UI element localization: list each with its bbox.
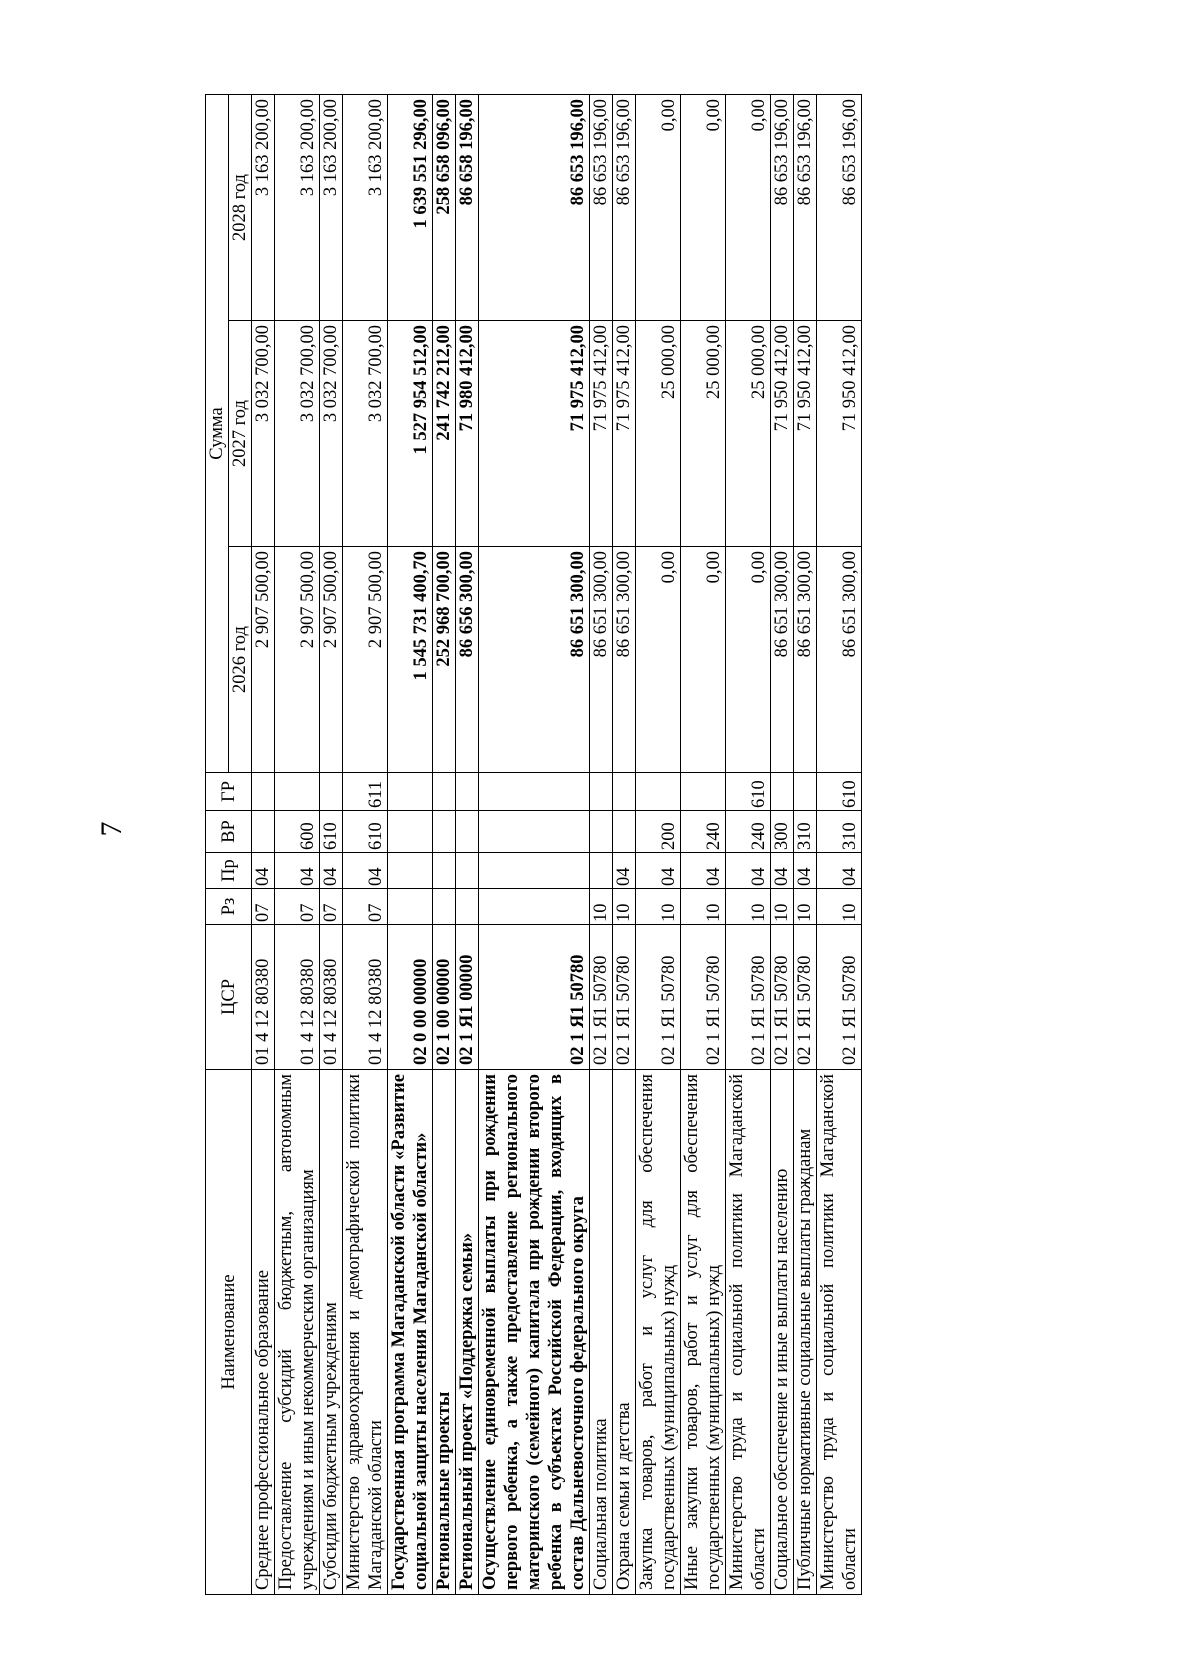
row-pr: 04: [726, 853, 771, 889]
row-name: Государственная программа Магаданской области «Развитие социальной защиты населения Магаданской области»: [388, 1070, 433, 1595]
header-rz: Рз: [206, 889, 252, 925]
row-csr: 01 4 12 80380: [343, 925, 388, 1070]
row-sum-2026: 86 651 300,00: [771, 547, 794, 773]
row-sum-2026: 2 907 500,00: [320, 547, 343, 773]
row-sum-2026: 86 651 300,00: [590, 547, 613, 773]
row-sum-2027: 241 742 212,00: [433, 321, 456, 547]
row-sum-2027: 71 950 412,00: [771, 321, 794, 547]
row-pr: 04: [343, 853, 388, 889]
table-row: [590, 94, 613, 1594]
row-sum-2027: 71 950 412,00: [817, 321, 862, 547]
row-vr: [456, 811, 479, 853]
header-year-2027: 2027 год: [229, 321, 252, 547]
row-sum-2027: 3 032 700,00: [343, 321, 388, 547]
row-vr: 310: [794, 811, 817, 853]
row-sum-2026: 86 651 300,00: [613, 547, 636, 773]
row-name: Осуществление единовременной выплаты при рождении первого ребенка, а также предоставление регионального материнского (семейного) капитала при рождении второго ребенка в субъектах Российской Федерации, входящих в состав Дальневосточного федерального округа: [479, 1070, 590, 1595]
table-body: [252, 94, 862, 1594]
row-pr: 04: [794, 853, 817, 889]
row-name: Министерство труда и социальной политики Магаданской области: [726, 1070, 771, 1595]
row-sum-2026: 1 545 731 400,70: [388, 547, 433, 773]
row-pr: 04: [817, 853, 862, 889]
row-sum-2027: 25 000,00: [726, 321, 771, 547]
row-pr: 04: [613, 853, 636, 889]
row-sum-2026: 0,00: [681, 547, 726, 773]
row-sum-2028: 0,00: [726, 94, 771, 320]
row-sum-2026: 86 651 300,00: [817, 547, 862, 773]
row-vr: 310: [817, 811, 862, 853]
row-gr: [456, 773, 479, 811]
row-sum-2026: 2 907 500,00: [275, 547, 320, 773]
row-name: Закупка товаров, работ и услуг для обеспечения государственных (муниципальных) нужд: [636, 1070, 681, 1595]
row-vr: 240: [726, 811, 771, 853]
row-pr: [456, 853, 479, 889]
row-gr: [252, 773, 275, 811]
row-name: Среднее профессиональное образование: [252, 1070, 275, 1595]
row-rz: 10: [726, 889, 771, 925]
row-csr: 02 1 Я1 50780: [817, 925, 862, 1070]
header-vr: ВР: [206, 811, 252, 853]
row-sum-2027: 25 000,00: [636, 321, 681, 547]
row-gr: [681, 773, 726, 811]
row-pr: [479, 853, 590, 889]
row-rz: 10: [590, 889, 613, 925]
row-rz: 07: [320, 889, 343, 925]
header-pr: Пр: [206, 853, 252, 889]
row-sum-2027: 71 975 412,00: [613, 321, 636, 547]
row-name: Охрана семьи и детства: [613, 1070, 636, 1595]
header-gr: ГР: [206, 773, 252, 811]
row-gr: [433, 773, 456, 811]
row-csr: 02 1 Я1 50780: [479, 925, 590, 1070]
row-name: Публичные нормативные социальные выплаты гражданам: [794, 1070, 817, 1595]
row-rz: 10: [636, 889, 681, 925]
row-pr: [388, 853, 433, 889]
row-csr: 02 1 Я1 50780: [794, 925, 817, 1070]
row-vr: [388, 811, 433, 853]
row-csr: 02 1 Я1 50780: [590, 925, 613, 1070]
row-sum-2026: 86 656 300,00: [456, 547, 479, 773]
row-sum-2028: 86 653 196,00: [817, 94, 862, 320]
page-number: 7: [95, 821, 128, 837]
row-csr: 02 0 00 00000: [388, 925, 433, 1070]
row-sum-2028: 3 163 200,00: [275, 94, 320, 320]
header-csr: ЦСР: [206, 925, 252, 1070]
table-row: [817, 94, 862, 1594]
row-sum-2027: 25 000,00: [681, 321, 726, 547]
row-name: Региональные проекты: [433, 1070, 456, 1595]
row-rz: 07: [252, 889, 275, 925]
table-row: [388, 94, 433, 1594]
row-csr: 02 1 Я1 50780: [726, 925, 771, 1070]
row-gr: [636, 773, 681, 811]
row-sum-2028: 86 653 196,00: [479, 94, 590, 320]
row-csr: 02 1 Я1 50780: [636, 925, 681, 1070]
budget-table: [205, 94, 862, 1595]
row-rz: 10: [771, 889, 794, 925]
row-sum-2028: 3 163 200,00: [343, 94, 388, 320]
row-gr: [794, 773, 817, 811]
row-vr: 240: [681, 811, 726, 853]
table-row: [479, 94, 590, 1594]
row-pr: 04: [320, 853, 343, 889]
row-gr: [590, 773, 613, 811]
row-gr: [275, 773, 320, 811]
row-pr: [590, 853, 613, 889]
row-pr: 04: [252, 853, 275, 889]
header-year-2026: 2026 год: [229, 547, 252, 773]
row-vr: [433, 811, 456, 853]
row-name: Иные закупки товаров, работ и услуг для обеспечения государственных (муниципальных) нужд: [681, 1070, 726, 1595]
row-vr: [613, 811, 636, 853]
row-sum-2028: 258 658 096,00: [433, 94, 456, 320]
row-csr: 02 1 Я1 50780: [771, 925, 794, 1070]
row-pr: 04: [681, 853, 726, 889]
row-csr: 02 1 00 00000: [433, 925, 456, 1070]
row-sum-2028: 1 639 551 296,00: [388, 94, 433, 320]
header-sum: Сумма: [206, 94, 229, 772]
row-csr: 01 4 12 80380: [320, 925, 343, 1070]
header-year-2028: 2028 год: [229, 94, 252, 320]
row-vr: [252, 811, 275, 853]
row-gr: 610: [726, 773, 771, 811]
row-sum-2026: 0,00: [726, 547, 771, 773]
row-sum-2027: 71 950 412,00: [794, 321, 817, 547]
row-sum-2026: 2 907 500,00: [343, 547, 388, 773]
row-name: Региональный проект «Поддержка семьи»: [456, 1070, 479, 1595]
row-sum-2028: 86 653 196,00: [613, 94, 636, 320]
row-vr: 600: [275, 811, 320, 853]
row-vr: [479, 811, 590, 853]
row-gr: [613, 773, 636, 811]
row-vr: 610: [343, 811, 388, 853]
row-gr: [479, 773, 590, 811]
row-sum-2027: 3 032 700,00: [275, 321, 320, 547]
row-rz: 07: [343, 889, 388, 925]
row-pr: 04: [275, 853, 320, 889]
row-sum-2028: 3 163 200,00: [320, 94, 343, 320]
row-sum-2026: 0,00: [636, 547, 681, 773]
row-rz: 10: [817, 889, 862, 925]
table-row: [320, 94, 343, 1594]
table-row: [681, 94, 726, 1594]
rotated-table-container: [205, 95, 1075, 1595]
row-name: Предоставление субсидий бюджетным, автономным учреждениям и иным некоммерческим организациям: [275, 1070, 320, 1595]
row-sum-2028: 0,00: [636, 94, 681, 320]
row-sum-2028: 3 163 200,00: [252, 94, 275, 320]
table-row: [343, 94, 388, 1594]
table-row: [726, 94, 771, 1594]
row-rz: [456, 889, 479, 925]
row-sum-2028: 86 653 196,00: [771, 94, 794, 320]
row-vr: [590, 811, 613, 853]
row-sum-2027: 71 980 412,00: [456, 321, 479, 547]
row-csr: 02 1 Я1 50780: [613, 925, 636, 1070]
row-vr: 610: [320, 811, 343, 853]
row-gr: 611: [343, 773, 388, 811]
header-name: Наименование: [206, 1070, 252, 1595]
row-sum-2027: 71 975 412,00: [479, 321, 590, 547]
row-name: Социальное обеспечение и иные выплаты населению: [771, 1070, 794, 1595]
row-sum-2027: 1 527 954 512,00: [388, 321, 433, 547]
table-row: [252, 94, 275, 1594]
row-pr: 04: [771, 853, 794, 889]
row-csr: 02 1 Я1 00000: [456, 925, 479, 1070]
row-name: Субсидии бюджетным учреждениям: [320, 1070, 343, 1595]
table-row: [275, 94, 320, 1594]
row-sum-2026: 86 651 300,00: [794, 547, 817, 773]
table-row: [636, 94, 681, 1594]
row-name: Министерство здравоохранения и демографической политики Магаданской области: [343, 1070, 388, 1595]
row-rz: 10: [613, 889, 636, 925]
row-gr: 610: [817, 773, 862, 811]
row-sum-2027: 71 975 412,00: [590, 321, 613, 547]
row-csr: 01 4 12 80380: [275, 925, 320, 1070]
row-rz: [433, 889, 456, 925]
table-row: [456, 94, 479, 1594]
table-row: [613, 94, 636, 1594]
table-row: [794, 94, 817, 1594]
row-sum-2028: 86 658 196,00: [456, 94, 479, 320]
row-gr: [320, 773, 343, 811]
row-sum-2026: 2 907 500,00: [252, 547, 275, 773]
row-sum-2026: 86 651 300,00: [479, 547, 590, 773]
row-rz: [479, 889, 590, 925]
row-vr: 200: [636, 811, 681, 853]
row-vr: 300: [771, 811, 794, 853]
row-gr: [388, 773, 433, 811]
row-sum-2028: 0,00: [681, 94, 726, 320]
table-row: [433, 94, 456, 1594]
row-rz: [388, 889, 433, 925]
table-row: [771, 94, 794, 1594]
row-sum-2028: 86 653 196,00: [590, 94, 613, 320]
row-name: Министерство труда и социальной политики Магаданской области: [817, 1070, 862, 1595]
row-sum-2027: 3 032 700,00: [320, 321, 343, 547]
row-sum-2028: 86 653 196,00: [794, 94, 817, 320]
row-name: Социальная политика: [590, 1070, 613, 1595]
row-rz: 10: [794, 889, 817, 925]
row-csr: 02 1 Я1 50780: [681, 925, 726, 1070]
row-pr: 04: [636, 853, 681, 889]
row-sum-2026: 252 968 700,00: [433, 547, 456, 773]
row-pr: [433, 853, 456, 889]
row-rz: 07: [275, 889, 320, 925]
row-gr: [771, 773, 794, 811]
row-rz: 10: [681, 889, 726, 925]
row-csr: 01 4 12 80380: [252, 925, 275, 1070]
row-sum-2027: 3 032 700,00: [252, 321, 275, 547]
